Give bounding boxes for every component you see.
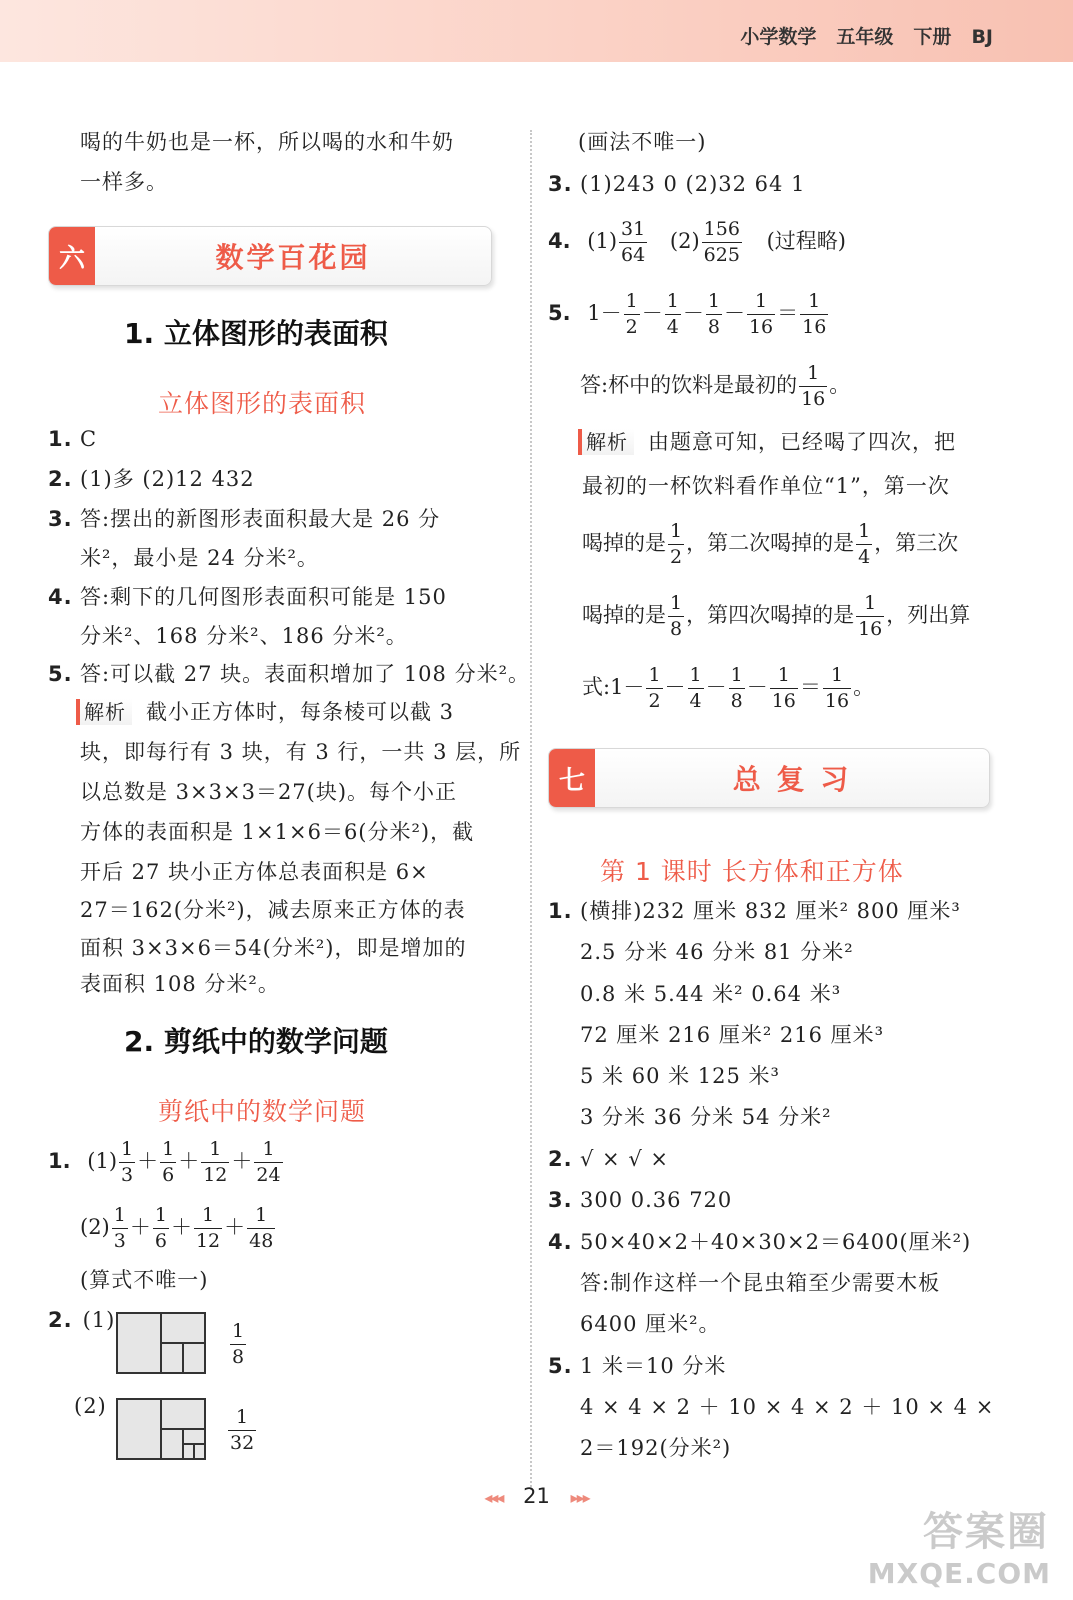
review-q1-row: 5 米 60 米 125 米³ <box>580 1064 780 1088</box>
part-label: (1) <box>587 229 618 253</box>
part-label: (2) <box>80 1215 110 1239</box>
prev-arrows-icon: ◂◂◂ <box>484 1488 503 1507</box>
right-q5-expression: 5. 1－ $\frac{1}{2}$ － $\frac{1}{4}$ － $\frac{1}{8}$ － $\frac{1}{16}$ ＝ $\frac{1}{16}$ <box>548 290 827 338</box>
fraction: $\frac{1}{12}$ <box>195 1204 221 1252</box>
part-label: (2) <box>74 1394 107 1418</box>
q-num: 1. <box>48 427 73 451</box>
review-q1-row: 72 厘米 216 厘米² 216 厘米³ <box>580 1023 885 1047</box>
review-q1-row: (横排)232 厘米 832 厘米² 800 厘米³ <box>580 899 961 923</box>
part-label: (1) <box>82 1308 116 1332</box>
q-num: 3. <box>548 172 573 196</box>
review-q1-row: 2.5 分米 46 分米 81 分米² <box>580 940 854 964</box>
intro-line-1: 喝的牛奶也是一杯，所以喝的水和牛奶 <box>80 130 454 154</box>
q-num: 2. <box>48 467 73 491</box>
fraction: $\frac{1}{24}$ <box>256 1138 281 1186</box>
q-num: 2. <box>48 1308 73 1332</box>
jiexi-line: 开后 27 块小正方体总表面积是 6× <box>80 860 429 884</box>
review-q3: 300 0.36 720 <box>580 1188 733 1212</box>
jiexi-line: 喝掉的是 $\frac{1}{8}$ ，第四次喝掉的是 $\frac{1}{16}$ ，列出算 <box>582 592 971 640</box>
left-q2: (1)多 (2)12 432 <box>80 467 255 491</box>
q-num: 5. <box>548 301 571 325</box>
jiexi-line: 式:1－ $\frac{1}{2}$ － $\frac{1}{4}$ － $\frac{1}{8}$ － $\frac{1}{16}$ ＝ $\frac{1}{16}$ 。 <box>582 664 875 712</box>
right-q3: (1)243 0 (2)32 64 1 <box>580 172 806 196</box>
left-q4-line2: 分米²、168 分米²、186 分米²。 <box>80 624 408 648</box>
header-volume: 下册 <box>913 26 952 48</box>
left-q5: 答:可以截 27 块。表面积增加了 108 分米²。 <box>80 662 530 686</box>
square-division-figure-1 <box>116 1312 208 1376</box>
review-q5-line2: 4 × 4 × 2 ＋ 10 × 4 × 2 ＋ 10 × 4 × <box>580 1395 995 1419</box>
fraction: $\frac{1}{48}$ <box>249 1204 274 1252</box>
jiexi-line: 以总数是 3×3×3＝27(块)。每个小正 <box>80 780 458 804</box>
fraction: $\frac{1}{3}$ <box>113 1204 126 1252</box>
q-num: 1. <box>548 899 573 923</box>
fraction: $\frac{1}{6}$ <box>162 1138 175 1186</box>
fraction-sum-1: 1. (1) $\frac{1}{3}$ ＋ $\frac{1}{6}$ ＋ $\frac{1}{12}$ ＋ $\frac{1}{24}$ <box>48 1138 281 1186</box>
section1-title: 1. 立体图形的表面积 <box>124 317 388 350</box>
q-num: 5. <box>548 1354 573 1378</box>
part-label: (2) <box>669 229 700 253</box>
section2-title: 2. 剪纸中的数学问题 <box>124 1025 388 1058</box>
q-num: 4. <box>548 229 571 253</box>
jiexi-line: 27＝162(分米²)，减去原来正方体的表 <box>80 898 466 922</box>
header-edition: BJ <box>971 26 993 48</box>
jiexi-line: 喝掉的是 $\frac{1}{2}$ ，第二次喝掉的是 $\frac{1}{4}$ ，第三次 <box>582 520 959 568</box>
fraction: $\frac{1}{6}$ <box>154 1204 167 1252</box>
header-grade: 五年级 <box>836 26 894 48</box>
left-q3-line1: 答:摆出的新图形表面积最大是 26 分 <box>80 507 441 531</box>
unit7-banner <box>548 748 990 808</box>
left-q1: C <box>80 427 98 451</box>
unit6-banner <box>48 226 492 286</box>
jiexi-line: 面积 3×3×6＝54(分米²)，即是增加的 <box>80 936 467 960</box>
fraction: $\frac{31}{64}$ <box>621 218 646 266</box>
review-q1-row: 3 分米 36 分米 54 分米² <box>580 1105 832 1129</box>
q-num: 3. <box>548 1188 573 1212</box>
left-q3-line2: 米²，最小是 24 分米²。 <box>80 546 319 570</box>
left-p1-note: (算式不唯一) <box>80 1268 209 1292</box>
fraction: $\frac{156}{625}$ <box>703 218 740 266</box>
jiexi-line: 截小正方体时，每条棱可以截 3 <box>146 700 455 724</box>
figure1-fraction: $\frac{1}{8}$ <box>232 1320 245 1368</box>
unit6-tag: 六 <box>49 227 95 285</box>
unit7-tag: 七 <box>549 749 595 807</box>
fraction: $\frac{1}{3}$ <box>121 1138 134 1186</box>
header-subject: 小学数学 <box>740 26 817 48</box>
next-arrows-icon: ▸▸▸ <box>570 1488 589 1507</box>
q-num: 5. <box>48 662 73 686</box>
review-q4-line3: 6400 厘米²。 <box>580 1312 721 1336</box>
expression-start: 1－ <box>587 301 622 325</box>
unit6-title: 数学百花园 <box>215 241 371 274</box>
column-divider <box>530 130 532 1490</box>
review-q5-line1: 1 米＝10 分米 <box>580 1354 727 1378</box>
right-q4 <box>548 212 846 270</box>
right-q5-answer: 答:杯中的饮料是最初的 $\frac{1}{16}$ 。 <box>580 362 851 410</box>
review-q2: √ × √ × <box>580 1147 669 1171</box>
section2-subtitle: 剪纸中的数学问题 <box>158 1097 367 1126</box>
q-num: 2. <box>548 1147 573 1171</box>
figure2-fraction: $\frac{1}{32}$ <box>230 1406 255 1454</box>
review-q4-line1: 50×40×2＋40×30×2＝6400(厘米²) <box>580 1230 972 1254</box>
intro-line-2: 一样多。 <box>80 170 168 194</box>
review-q1-row: 0.8 米 5.44 米² 0.64 米³ <box>580 982 842 1006</box>
process-omitted: (过程略) <box>766 229 846 253</box>
q-num: 4. <box>548 1230 573 1254</box>
section1-subtitle: 立体图形的表面积 <box>158 389 367 418</box>
part-label: (1) <box>87 1149 118 1173</box>
jiexi-line: 块，即每行有 3 块，有 3 行，一共 3 层，所 <box>80 740 522 764</box>
q-num: 3. <box>48 507 73 531</box>
jiexi-label: 解析 <box>76 699 132 725</box>
right-note: (画法不唯一) <box>578 130 707 154</box>
jiexi-line: 由题意可知，已经喝了四次，把 <box>648 430 956 454</box>
left-q4-line1: 答:剩下的几何图形表面积可能是 150 <box>80 585 447 609</box>
lesson-title: 第 1 课时 长方体和正方体 <box>600 857 904 886</box>
q-num: 4. <box>48 585 73 609</box>
jiexi-line: 方体的表面积是 1×1×6＝6(分米²)，截 <box>80 820 475 844</box>
review-q4-line2: 答:制作这样一个昆虫箱至少需要木板 <box>580 1271 941 1295</box>
watermark-logo: 答案圈 MXQE.COM <box>867 1509 1051 1590</box>
fraction: $\frac{1}{12}$ <box>203 1138 228 1186</box>
q-num: 1. <box>48 1149 71 1173</box>
square-division-figure-2 <box>116 1398 208 1462</box>
unit7-title: 总 复 习 <box>732 763 852 796</box>
jiexi-line: 表面积 108 分米²。 <box>80 972 280 996</box>
fraction-sum-2: (2) $\frac{1}{3}$ ＋ $\frac{1}{6}$ ＋ $\frac{1}{12}$ ＋ $\frac{1}{48}$ <box>80 1204 274 1252</box>
jiexi-line: 最初的一杯饮料看作单位“1”，第一次 <box>582 474 950 498</box>
page-number-value: 21 <box>523 1484 550 1508</box>
review-q5-line3: 2＝192(分米²) <box>580 1436 732 1460</box>
header <box>720 22 993 49</box>
jiexi-label: 解析 <box>578 429 634 455</box>
